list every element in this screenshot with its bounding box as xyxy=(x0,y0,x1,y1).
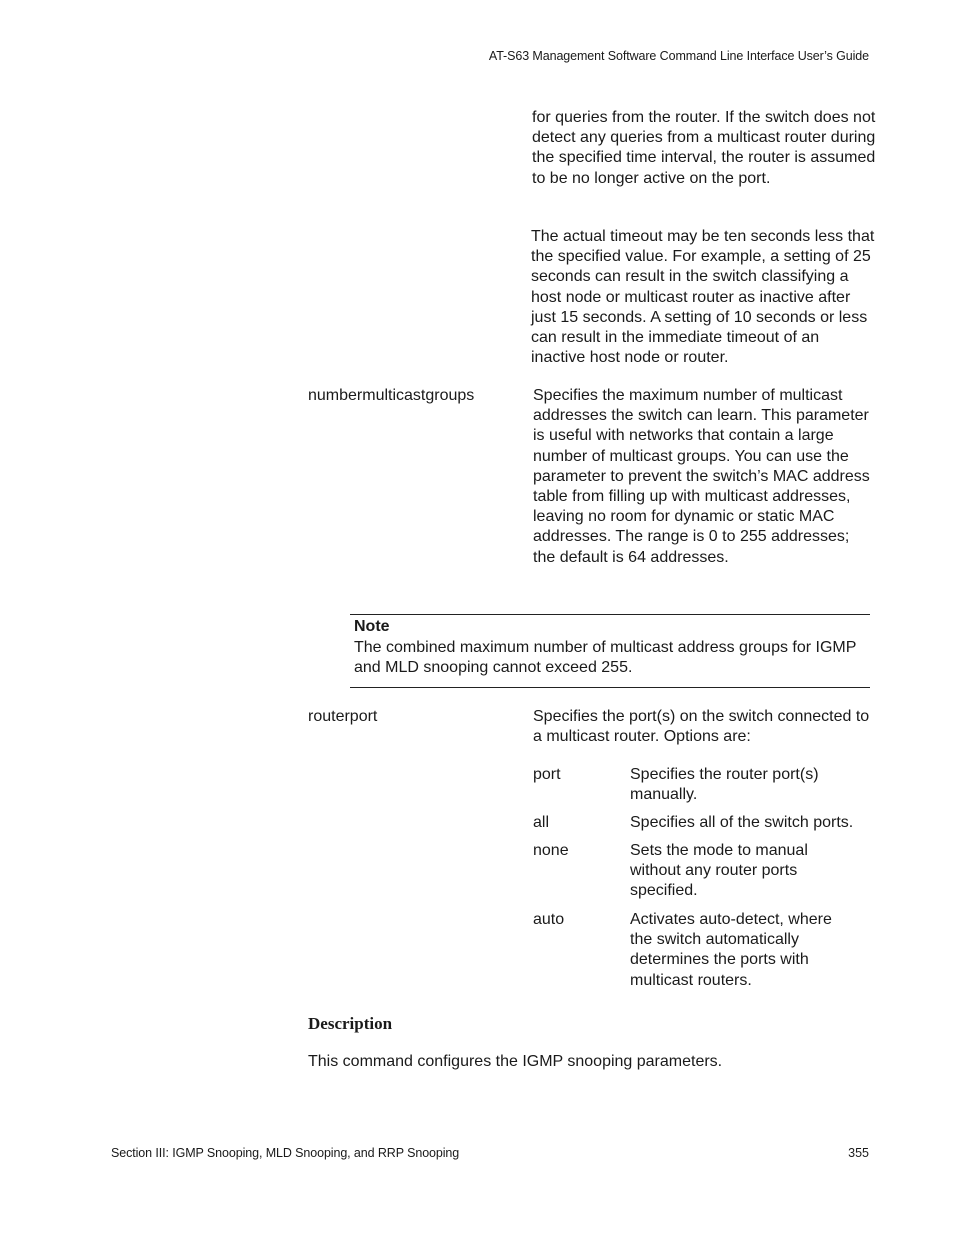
option-desc-auto: Activates auto-detect, where the switch automatically determines the ports with multicast routers. xyxy=(630,911,832,989)
param-desc-routerport: Specifies the port(s) on the switch connected to a multicast router. Options are: xyxy=(533,708,870,746)
param-name-routerport: routerport xyxy=(308,708,378,725)
param-desc-numbermulticastgroups: Specifies the maximum number of multicast addresses the switch can learn. This parameter is useful with networks that contain a large number of multicast groups. You can use the parameter to prevent the switch’s MAC address table from filling up with multicast addresses, leaving no room for dynamic or static MAC addresses. The range is 0 to 255 addresses; the default is 64 addresses. xyxy=(533,387,870,566)
note-title: Note xyxy=(354,618,390,635)
note-box xyxy=(350,614,870,688)
param-name-numbermulticastgroups: numbermulticastgroups xyxy=(308,387,475,404)
description-text: This command configures the IGMP snooping parameters. xyxy=(308,1053,723,1070)
option-name-all: all xyxy=(533,814,550,831)
note-text: The combined maximum number of multicast address groups for IGMP and MLD snooping cannot exceed 255. xyxy=(354,639,857,677)
intro-paragraph-2: The actual timeout may be ten seconds less that the specified value. For example, a setting of 25 seconds can result in the switch classifying a host node or multicast router as inactive after just 15 seconds. A setting of 10 seconds or less can result in the immediate timeout of an inactive host node or router. xyxy=(531,228,875,367)
option-desc-none: Sets the mode to manual without any router ports specified. xyxy=(630,842,808,900)
footer-page-number: 355 xyxy=(848,1146,869,1160)
running-header: AT-S63 Management Software Command Line Interface User’s Guide xyxy=(488,49,869,63)
intro-paragraph-1: for queries from the router. If the switch does not detect any queries from a multicast router during the specified time interval, the router is assumed to be no longer active on the port. xyxy=(532,109,876,187)
footer-section-title: Section III: IGMP Snooping, MLD Snooping, and RRP Snooping xyxy=(111,1146,460,1160)
description-heading: Description xyxy=(308,1014,393,1033)
option-name-port: port xyxy=(533,766,561,783)
option-desc-port: Specifies the router port(s) manually. xyxy=(630,766,819,804)
option-name-auto: auto xyxy=(533,911,565,928)
option-desc-all: Specifies all of the switch ports. xyxy=(630,814,854,831)
option-name-none: none xyxy=(533,842,569,859)
